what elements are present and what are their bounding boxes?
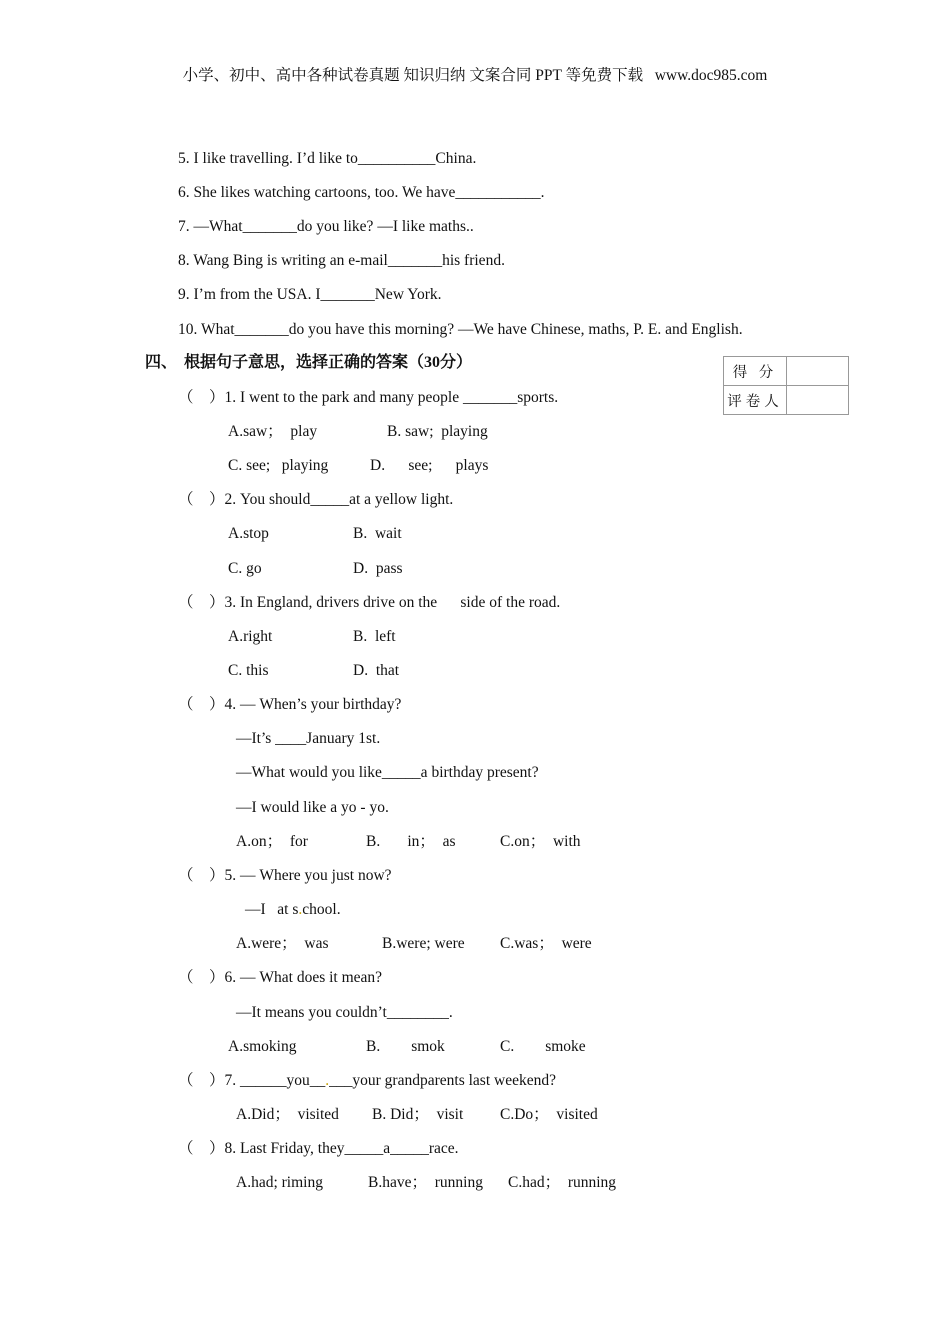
q4-dialog-line-2: —What would you like_____a birthday present? [236,764,539,781]
q5-option-a: A.were； was [236,935,329,952]
q1-option-a: A.saw； play [228,423,318,440]
mc-question-1: （ ）1. I went to the park and many people _______sports. [178,389,559,406]
q8-option-c: C.had； running [508,1174,617,1191]
q2-option-c: C. go [228,560,262,577]
q4-option-a: A.on； for [236,833,308,850]
q3-option-a: A.right [228,628,273,645]
q5-dialog-line-1 [245,902,341,918]
q5-line-pre: —I at s [245,901,299,918]
mc-question-7 [178,1073,556,1089]
q4-dialog-line-3: —I would like a yo - yo. [236,799,389,816]
fill-question-7: 7. —What_______do you like? —I like maths.. [178,218,474,235]
q1-option-b: B. saw; playing [387,423,488,440]
fill-question-8: 8. Wang Bing is writing an e-mail_______his friend. [178,252,505,269]
section-number: 四、 [145,354,178,371]
q4-option-b: B. in； as [366,833,456,850]
q6-dialog-line-1: —It means you couldn’t________. [236,1004,453,1021]
q6-option-b: B. smok [366,1038,445,1055]
mc-question-3: （ ）3. In England, drivers drive on the side of the road. [178,594,561,611]
mc-question-6: （ ）6. — What does it mean? [178,969,383,986]
mc-question-5: （ ）5. — Where you just now? [178,867,392,884]
section-title: 根据句子意思，选择正确的答案（30分） [184,354,473,371]
page-header: 小学、初中、高中各种试卷真题 知识归纳 文案合同 PPT 等免费下载 www.doc985.com [182,67,768,84]
fill-question-6: 6. She likes watching cartoons, too. We have___________. [178,184,545,201]
q2-option-d: D. pass [353,560,403,577]
q5-line-dot: . [298,901,303,918]
q5-option-c: C.was； were [500,935,592,952]
score-label: 得 分 [724,357,787,386]
q8-option-a: A.had; riming [236,1174,323,1191]
q5-line-post: chool. [302,901,341,918]
q3-option-c: C. this [228,662,269,679]
q2-option-a: A.stop [228,525,269,542]
q4-dialog-line-1: —It’s ____January 1st. [236,730,381,747]
q7-option-b: B. Did； visit [372,1106,464,1123]
q5-option-b: B.were; were [382,935,465,952]
q6-option-a: A.smoking [228,1038,297,1055]
q7-option-a: A.Did； visited [236,1106,339,1123]
score-box [723,356,849,415]
q1-option-d: D. see; plays [370,457,489,474]
q7-stem-pre: （ ）7. ______you__ [178,1072,326,1089]
reviewer-label: 评卷人 [724,386,787,415]
q4-option-c: C.on； with [500,833,581,850]
q7-option-c: C.Do； visited [500,1106,598,1123]
fill-question-5: 5. I like travelling. I’d like to__________China. [178,150,477,167]
q3-option-d: D. that [353,662,400,679]
q6-option-c: C. smoke [500,1038,586,1055]
reviewer-value-cell [787,386,849,415]
score-value-cell [787,357,849,386]
q8-option-b: B.have； running [368,1174,483,1191]
fill-question-9: 9. I’m from the USA. I_______New York. [178,286,442,303]
mc-question-2: （ ）2. You should_____at a yellow light. [178,491,454,508]
mc-question-4: （ ）4. — When’s your birthday? [178,696,402,713]
mc-question-8: （ ）8. Last Friday, they_____a_____race. [178,1140,459,1157]
q2-option-b: B. wait [353,525,402,542]
fill-question-10: 10. What_______do you have this morning? —We have Chinese, maths, P. E. and English. [178,321,743,338]
q7-stem-post: ___your grandparents last weekend? [329,1072,556,1089]
q3-option-b: B. left [353,628,396,645]
q1-option-c: C. see; playing [228,457,329,474]
q7-stem-dot: . [325,1072,330,1089]
